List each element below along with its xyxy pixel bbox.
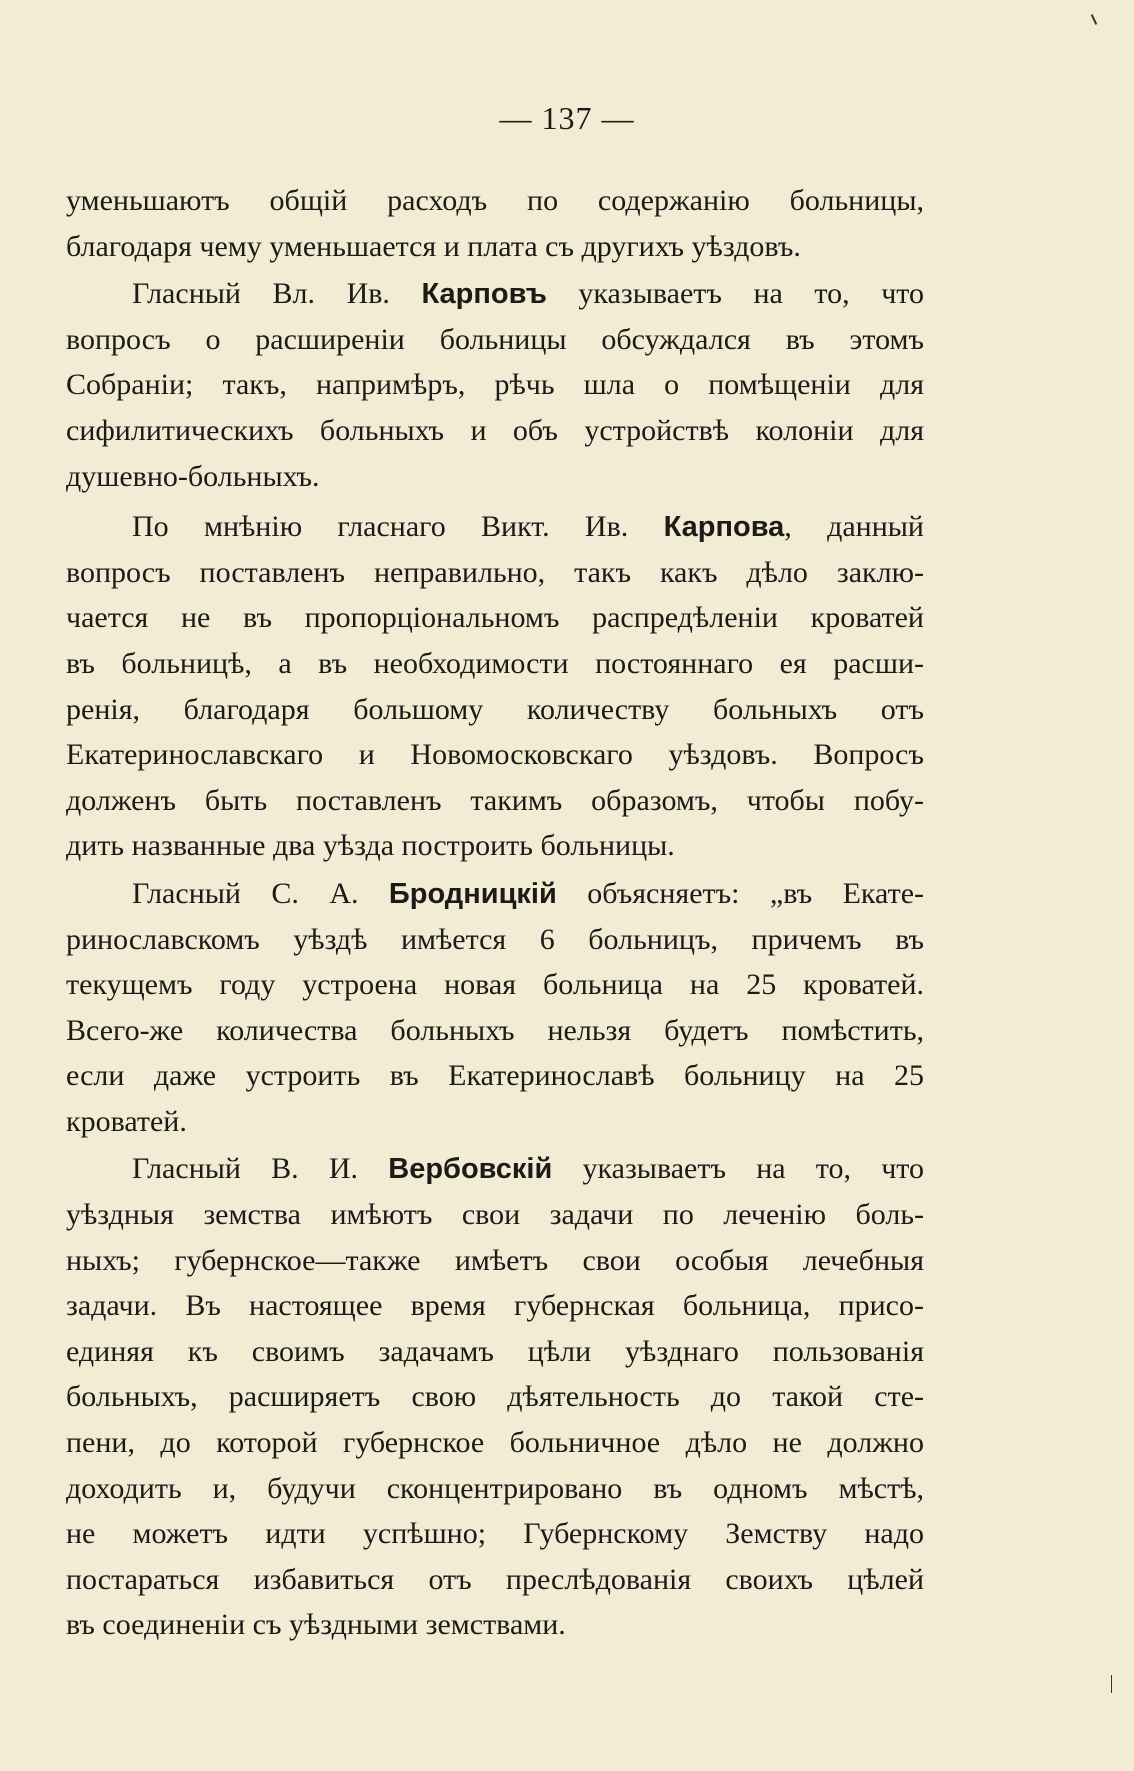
paragraph: [66, 871, 924, 1145]
text-line: чается не въ пропорціональномъ распредѣленіи кроватей: [66, 601, 924, 635]
line-text: Гласный В. И.: [132, 1152, 389, 1186]
text-line: [66, 271, 924, 317]
text-line: постараться избавиться отъ преслѣдованія своихъ цѣлей: [66, 1562, 924, 1596]
text-line: дить названные два уѣзда построить больницы.: [66, 829, 675, 863]
text-line: текущемъ году устроена новая больница на 25 кроватей.: [66, 968, 924, 1002]
text-line: уменьшаютъ общій расходъ по содержанію больницы,: [66, 184, 924, 217]
page-edge-mark: [1091, 14, 1097, 25]
text-line: больныхъ, расширяетъ свою дѣятельность до такой сте-: [66, 1380, 924, 1414]
speaker-name: Карпова: [663, 511, 785, 544]
text-line: задачи. Въ настоящее время губернская больница, присо-: [66, 1289, 924, 1323]
speaker-name: Вербовскій: [388, 1153, 553, 1186]
speaker-name: Карповъ: [421, 278, 547, 311]
text-line: вопросъ поставленъ неправильно, такъ какъ дѣло заклю-: [66, 555, 924, 589]
text-line: ренія, благодаря большому количеству больныхъ отъ: [66, 692, 924, 726]
speaker-name: Бродницкій: [388, 877, 557, 910]
line-text: Гласный С. А.: [132, 876, 389, 910]
line-text: По мнѣнію гласнаго Викт. Ив.: [132, 510, 664, 544]
page-edge-mark: [1111, 1675, 1112, 1693]
text-line: благодаря чему уменьшается и плата съ другихъ уѣздовъ.: [66, 229, 801, 263]
text-line: долженъ быть поставленъ такимъ образомъ, чтобы побу-: [66, 783, 924, 817]
body-text: [66, 178, 924, 1648]
text-line: [66, 504, 924, 550]
text-line: ринославскомъ уѣздѣ имѣется 6 больницъ, причемъ въ: [66, 922, 924, 956]
text-line: Собраніи; такъ, напримѣръ, рѣчь шла о помѣщеніи для: [66, 368, 924, 402]
text-line: сифилитическихъ больныхъ и объ устройствѣ колоніи для: [66, 413, 924, 447]
text-line: душевно-больныхъ.: [66, 459, 320, 493]
text-line: доходить и, будучи сконцентрировано въ одномъ мѣстѣ,: [66, 1471, 924, 1505]
text-line: если даже устроить въ Екатеринославѣ больницу на 25: [66, 1059, 924, 1093]
text-line: ныхъ; губернское—также имѣетъ свои особыя лечебныя: [66, 1243, 924, 1277]
line-text: указываетъ на то, что: [552, 1152, 924, 1186]
text-line: вопросъ о расширеніи больницы обсуждался въ этомъ: [66, 322, 924, 356]
paragraph: [66, 178, 924, 269]
text-line: пени, до которой губернское больничное дѣло не должно: [66, 1426, 924, 1460]
text-line: въ больницѣ, а въ необходимости постояннаго ея расши-: [66, 646, 924, 680]
text-line: [66, 1146, 924, 1192]
page-number: — 137 —: [499, 100, 635, 136]
text-line: уѣздныя земства имѣютъ свои задачи по леченію боль-: [66, 1198, 924, 1232]
text-line: единяя къ своимъ задачамъ цѣли уѣзднаго пользованія: [66, 1334, 924, 1368]
text-line: [66, 871, 924, 917]
line-text: Гласный Вл. Ив.: [132, 277, 422, 311]
paragraph: [66, 1146, 924, 1648]
text-line: не можетъ идти успѣшно; Губернскому Земству надо: [66, 1517, 924, 1551]
text-line: кроватей.: [66, 1104, 187, 1138]
line-text: указываетъ на то, что: [546, 277, 924, 311]
paragraph: [66, 504, 924, 869]
text-line: Екатеринославскаго и Новомосковскаго уѣздовъ. Вопросъ: [66, 738, 924, 772]
line-text: , данный: [784, 510, 924, 544]
paragraph: [66, 271, 924, 499]
text-line: въ соединеніи съ уѣздными земствами.: [66, 1608, 566, 1642]
text-line: Всего-же количества больныхъ нельзя будетъ помѣстить,: [66, 1013, 924, 1047]
line-text: объясняетъ: „въ Екате-: [556, 876, 924, 910]
